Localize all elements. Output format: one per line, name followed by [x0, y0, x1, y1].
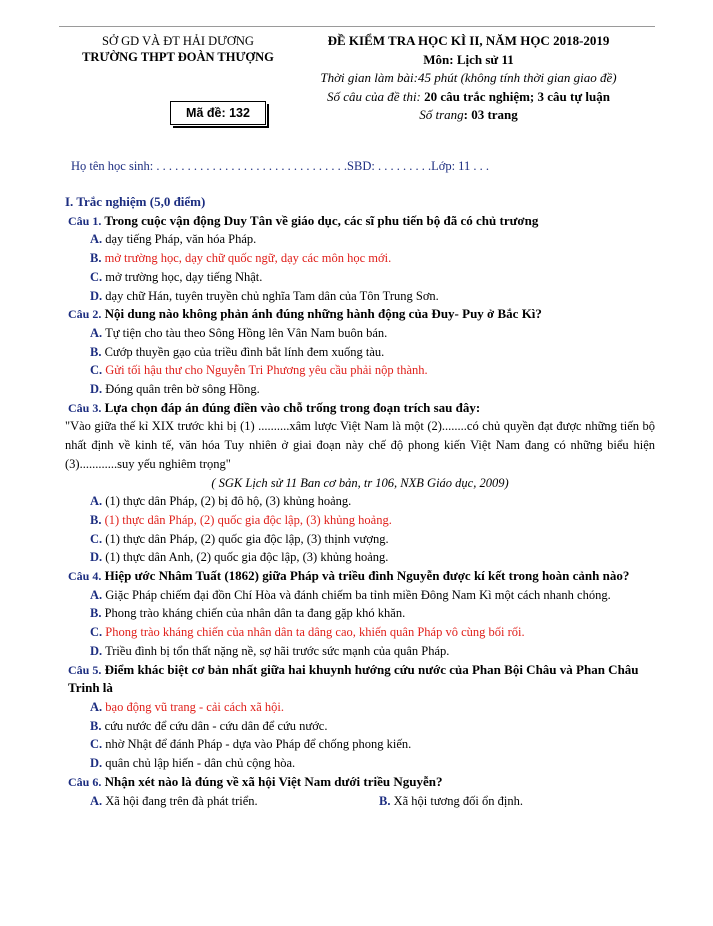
- option-b: [65, 343, 655, 362]
- option-key: B.: [90, 606, 102, 621]
- option-key: A.: [90, 587, 103, 602]
- question-5: [65, 661, 655, 698]
- option-c: [65, 623, 655, 642]
- section-title: I. Trắc nghiệm (5,0 điểm): [65, 194, 206, 209]
- question-4: [65, 567, 655, 586]
- time-label: Thời gian làm bài:: [320, 70, 418, 85]
- option-key: D.: [90, 643, 103, 658]
- question-text: Trong cuộc vận động Duy Tân về giáo dục, các sĩ phu tiến bộ đã có chủ trương: [104, 212, 539, 228]
- option-key: A.: [90, 699, 103, 714]
- option-text: (1) thực dân Pháp, (2) quốc gia độc lập, (3) khủng hoảng.: [104, 512, 392, 527]
- option-b: [379, 792, 523, 811]
- option-key: B.: [90, 251, 102, 266]
- option-key: C.: [90, 269, 103, 284]
- option-text: (1) thực dân Pháp, (2) quốc gia độc lập, (3) thịnh vượng.: [105, 531, 389, 546]
- option-text: mở trường học, dạy tiếng Nhật.: [105, 269, 263, 284]
- option-row: [65, 792, 655, 811]
- option-a: [65, 698, 655, 717]
- time-note: (không tính thời gian giao đề): [460, 70, 617, 85]
- option-key: B.: [90, 344, 102, 359]
- option-key: A.: [90, 325, 103, 340]
- option-b: [65, 717, 655, 736]
- count-label: Số câu của đề thi:: [327, 88, 421, 104]
- option-text: Gửi tối hậu thư cho Nguyễn Tri Phương yêu cầu phải nộp thành.: [105, 363, 428, 378]
- student-info-line: Họ tên học sinh: . . . . . . . . . . . . . . . . . . . . . . . . . . . . . . .SBD: . . . . . . . . .Lớp: 11 . . .: [71, 159, 489, 173]
- option-text: Giặc Pháp chiếm đại đồn Chí Hòa và đánh chiếm ba tỉnh miền Đông Nam Kì một cách nhanh chóng.: [105, 587, 611, 602]
- option-key: A.: [90, 232, 103, 247]
- question-text: Nhận xét nào là đúng về xã hội Việt Nam dưới triều Nguyễn?: [104, 773, 443, 789]
- question-number: Câu 2.: [68, 307, 102, 322]
- option-a: [65, 324, 655, 343]
- passage-source: ( SGK Lịch sử 11 Ban cơ bản, tr 106, NXB Giáo dục, 2009): [211, 475, 509, 490]
- option-key: B.: [90, 512, 102, 527]
- question-body: [65, 193, 655, 810]
- time-line: [296, 69, 641, 88]
- question-1: [65, 212, 655, 231]
- option-key: B.: [379, 793, 391, 808]
- subject: Môn: Lịch sử 11: [423, 51, 514, 67]
- option-text: Cướp thuyền gạo của triều đình bắt lính đem xuống tàu.: [104, 344, 385, 359]
- question-number: Câu 1.: [68, 213, 102, 228]
- option-text: dạy chữ Hán, tuyên truyền chủ nghĩa Tam dân của Tôn Trung Sơn.: [105, 288, 439, 303]
- option-key: C.: [90, 625, 103, 640]
- school-name: TRƯỜNG THPT ĐOÀN THƯỢNG: [82, 50, 274, 64]
- option-a: [65, 230, 655, 249]
- option-a: [65, 586, 655, 605]
- pages-label: Số trang: [419, 107, 464, 122]
- option-c: [65, 361, 655, 380]
- option-key: D.: [90, 288, 103, 303]
- option-text: Đóng quân trên bờ sông Hồng.: [105, 382, 260, 397]
- option-key: B.: [90, 718, 102, 733]
- option-text: (1) thực dân Anh, (2) quốc gia độc lập, (3) khủng hoảng.: [105, 550, 389, 565]
- count-value: 20 câu trắc nghiệm; 3 câu tự luận: [424, 88, 610, 104]
- question-number: Câu 6.: [68, 774, 102, 789]
- option-key: A.: [90, 793, 103, 808]
- passage: "Vào giữa thế kỉ XIX trước khi bị (1) ..........xâm lược Việt Nam là một (2)........có chủ quyền đạt được những tiến bộ nhất định về kinh tế, văn hóa Tuy nhiên ở giai đoạn này chế độ phong kiến Việt Nam đang có những biểu hiện (3)............suy yếu nghiêm trọng": [65, 419, 655, 471]
- option-key: D.: [90, 550, 103, 565]
- option-text: dạy tiếng Pháp, văn hóa Pháp.: [105, 232, 257, 247]
- question-number: Câu 5.: [68, 662, 102, 677]
- option-text: (1) thực dân Pháp, (2) bị đô hộ, (3) khủng hoảng.: [105, 494, 352, 509]
- exam-title: ĐỀ KIỂM TRA HỌC KÌ II, NĂM HỌC 2018-2019: [327, 33, 610, 48]
- option-d: [65, 380, 655, 399]
- option-b: [65, 249, 655, 268]
- option-key: C.: [90, 531, 103, 546]
- option-text: Phong trào kháng chiến của nhân dân ta đang gặp khó khăn.: [104, 606, 406, 621]
- question-number: Câu 4.: [68, 569, 102, 584]
- option-text: quân chủ lập hiến - dân chủ cộng hòa.: [105, 756, 296, 771]
- header-right: [296, 32, 641, 125]
- question-6: [65, 773, 655, 792]
- count-line: [296, 88, 641, 107]
- option-d: [65, 754, 655, 773]
- question-text: Hiệp ước Nhâm Tuất (1862) giữa Pháp và triều đình Nguyễn được kí kết trong hoàn cảnh nào?: [104, 568, 630, 584]
- question-text: Lựa chọn đáp án đúng điền vào chỗ trống trong đoạn trích sau đây:: [104, 399, 481, 415]
- option-d: [65, 287, 655, 306]
- option-text: Xã hội đang trên đà phát triển.: [105, 793, 258, 808]
- option-c: [65, 735, 655, 754]
- option-text: Xã hội tương đối ổn định.: [393, 793, 523, 808]
- question-3: [65, 399, 655, 418]
- option-text: nhờ Nhật để đánh Pháp - dựa vào Pháp để chống phong kiến.: [105, 737, 412, 752]
- option-a: [90, 792, 379, 811]
- dept-name: SỞ GD VÀ ĐT HẢI DƯƠNG: [102, 34, 254, 48]
- question-2: [65, 305, 655, 324]
- option-d: [65, 642, 655, 661]
- option-c: [65, 530, 655, 549]
- option-text: Triều đình bị tổn thất nặng nề, sợ hãi trước sức mạnh của quân Pháp.: [105, 643, 450, 658]
- question-text: Nội dung nào không phản ánh đúng những hành động của Đuy- Puy ở Bắc Kì?: [104, 306, 542, 322]
- option-key: C.: [90, 363, 103, 378]
- option-key: C.: [90, 737, 103, 752]
- option-a: [65, 492, 655, 511]
- option-c: [65, 268, 655, 287]
- header-left: [58, 33, 298, 65]
- exam-code-box: Mã đề: 132: [170, 101, 266, 125]
- top-rule: [59, 26, 655, 27]
- pages-line: [296, 106, 641, 125]
- option-text: cứu nước để cứu dân - cứu dân để cứu nước.: [104, 718, 328, 733]
- option-text: Tự tiện cho tàu theo Sông Hồng lên Vân Nam buôn bán.: [105, 325, 388, 340]
- option-d: [65, 548, 655, 567]
- option-text: Phong trào kháng chiến của nhân dân ta dâng cao, khiến quân Pháp vô cùng bối rối.: [105, 625, 525, 640]
- option-key: D.: [90, 756, 103, 771]
- time-value: 45 phút: [417, 70, 458, 85]
- option-text: mở trường học, dạy chữ quốc ngữ, dạy các môn học mới.: [104, 251, 392, 266]
- option-b: [65, 511, 655, 530]
- option-b: [65, 604, 655, 623]
- option-text: bạo động vũ trang - cải cách xã hội.: [105, 699, 285, 714]
- question-text: Điểm khác biệt cơ bản nhất giữa hai khuynh hướng cứu nước của Phan Bội Châu và Phan Châu Trinh là: [68, 661, 639, 696]
- option-key: A.: [90, 494, 103, 509]
- question-number: Câu 3.: [68, 400, 102, 415]
- pages-value: : 03 trang: [463, 107, 518, 122]
- option-key: D.: [90, 382, 103, 397]
